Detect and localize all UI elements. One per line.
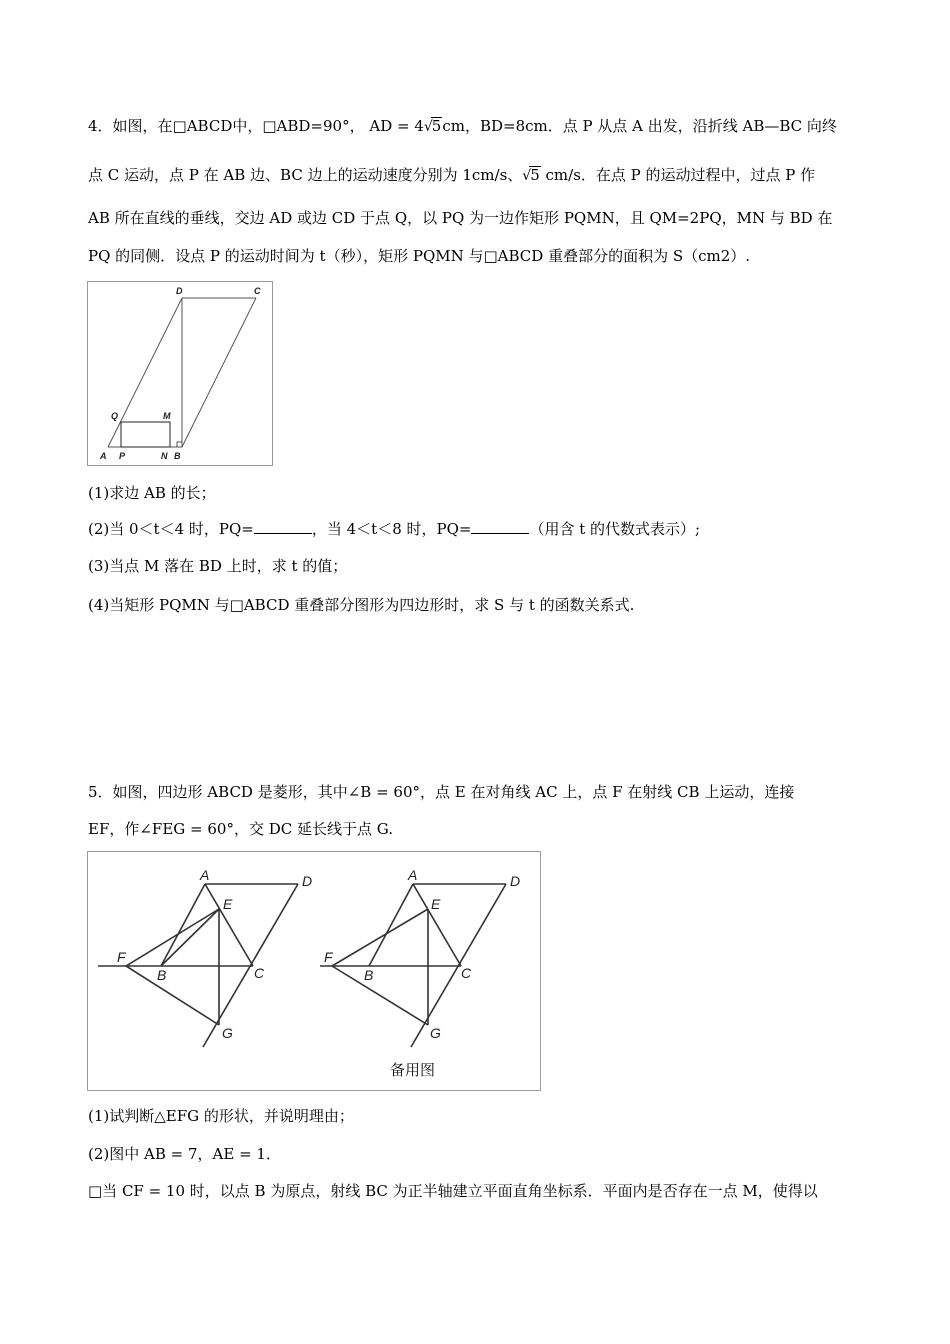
- label-d: D: [510, 873, 521, 889]
- label-d: D: [302, 873, 313, 889]
- answer-blank-2[interactable]: [471, 519, 529, 534]
- right-angle-mark: [177, 442, 182, 447]
- q4-sub3: (3)当点 M 落在 BD 上时，求 t 的值；: [88, 557, 348, 575]
- label-p: P: [119, 451, 126, 461]
- label-q: Q: [111, 411, 119, 421]
- main-diagram: [98, 884, 298, 1047]
- label-a: A: [408, 867, 418, 883]
- segment-fg: [332, 966, 428, 1025]
- parallelogram-diagram: [88, 282, 272, 465]
- edge-ad: [108, 298, 182, 447]
- segment-be: [161, 909, 219, 966]
- q4-line2: 点 C 运动，点 P 在 AB 边、BC 边上的运动速度分别为 1cm/s、√5 cm/s．在点 P 的运动过程中，过点 P 作: [88, 166, 816, 184]
- q5-line2: EF，作∠FEG = 60°，交 DC 延长线于点 G.: [88, 820, 393, 838]
- label-c: C: [254, 286, 261, 296]
- label-f: F: [117, 949, 126, 965]
- label-a: A: [100, 451, 107, 461]
- edge-ab: [161, 884, 205, 966]
- answer-blank-1[interactable]: [254, 519, 312, 534]
- label-b: B: [174, 451, 181, 461]
- label-d: D: [176, 286, 183, 296]
- label-b: B: [157, 967, 167, 983]
- label-e: E: [431, 896, 441, 912]
- segment-fe: [126, 909, 219, 966]
- label-c: C: [461, 965, 472, 981]
- q4-sub1: (1)求边 AB 的长；: [88, 484, 216, 502]
- q5-sub1: (1)试判断△EFG 的形状，并说明理由；: [88, 1107, 354, 1125]
- segment-fg: [126, 966, 219, 1025]
- q5-line1: 5．如图，四边形 ABCD 是菱形，其中∠B = 60°，点 E 在对角线 AC 上，点 F 在射线 CB 上运动，连接: [88, 783, 795, 801]
- q5-sub2-i: □当 CF = 10 时，以点 B 为原点，射线 BC 为正半轴建立平面直角坐标系．平面内是否存在一点 M，使得以: [88, 1182, 818, 1200]
- q4-line1: 4．如图，在□ABCD中，□ABD=90°， AD = 4√5cm，BD=8cm．点 P 从点 A 出发，沿折线 AB—BC 向终: [88, 117, 837, 135]
- label-g: G: [430, 1025, 441, 1041]
- label-f: F: [324, 949, 333, 965]
- figure-caption: 备用图: [390, 1062, 436, 1079]
- label-c: C: [254, 965, 265, 981]
- sqrt-symbol: √: [522, 168, 532, 184]
- label-g: G: [222, 1025, 233, 1041]
- edge-ab: [369, 884, 413, 966]
- segment-fe: [332, 909, 428, 966]
- q5-sub2: (2)图中 AB = 7，AE = 1．: [88, 1145, 281, 1163]
- label-m: M: [163, 411, 171, 421]
- ad-expression: AD = 4√5cm: [369, 117, 465, 135]
- rhombus-diagrams: [88, 852, 540, 1090]
- q4-sub2: (2)当 0＜t＜4 时，PQ= ，当 4＜t＜8 时，PQ= （用含 t 的代数式表示）;: [88, 520, 701, 538]
- edge-cb: [182, 298, 256, 447]
- label-a: A: [200, 867, 210, 883]
- q4-sub4: (4)当矩形 PQMN 与□ABCD 重叠部分图形为四边形时，求 S 与 t 的函数关系式.: [88, 596, 635, 614]
- q4-line4: PQ 的同侧．设点 P 的运动时间为 t（秒），矩形 PQMN 与□ABCD 重叠部分的面积为 S（cm2）.: [88, 247, 751, 265]
- sqrt-symbol: √: [423, 119, 433, 135]
- q4-line3: AB 所在直线的垂线，交边 AD 或边 CD 于点 Q，以 PQ 为一边作矩形 PQMN，且 QM=2PQ，MN 与 BD 在: [88, 209, 833, 227]
- q5-figure: [87, 851, 541, 1091]
- label-e: E: [223, 896, 233, 912]
- q4-figure: [87, 281, 273, 466]
- rectangle-pqmn: [121, 422, 170, 447]
- spare-diagram: [320, 884, 506, 1047]
- label-n: N: [161, 451, 168, 461]
- label-b: B: [364, 967, 374, 983]
